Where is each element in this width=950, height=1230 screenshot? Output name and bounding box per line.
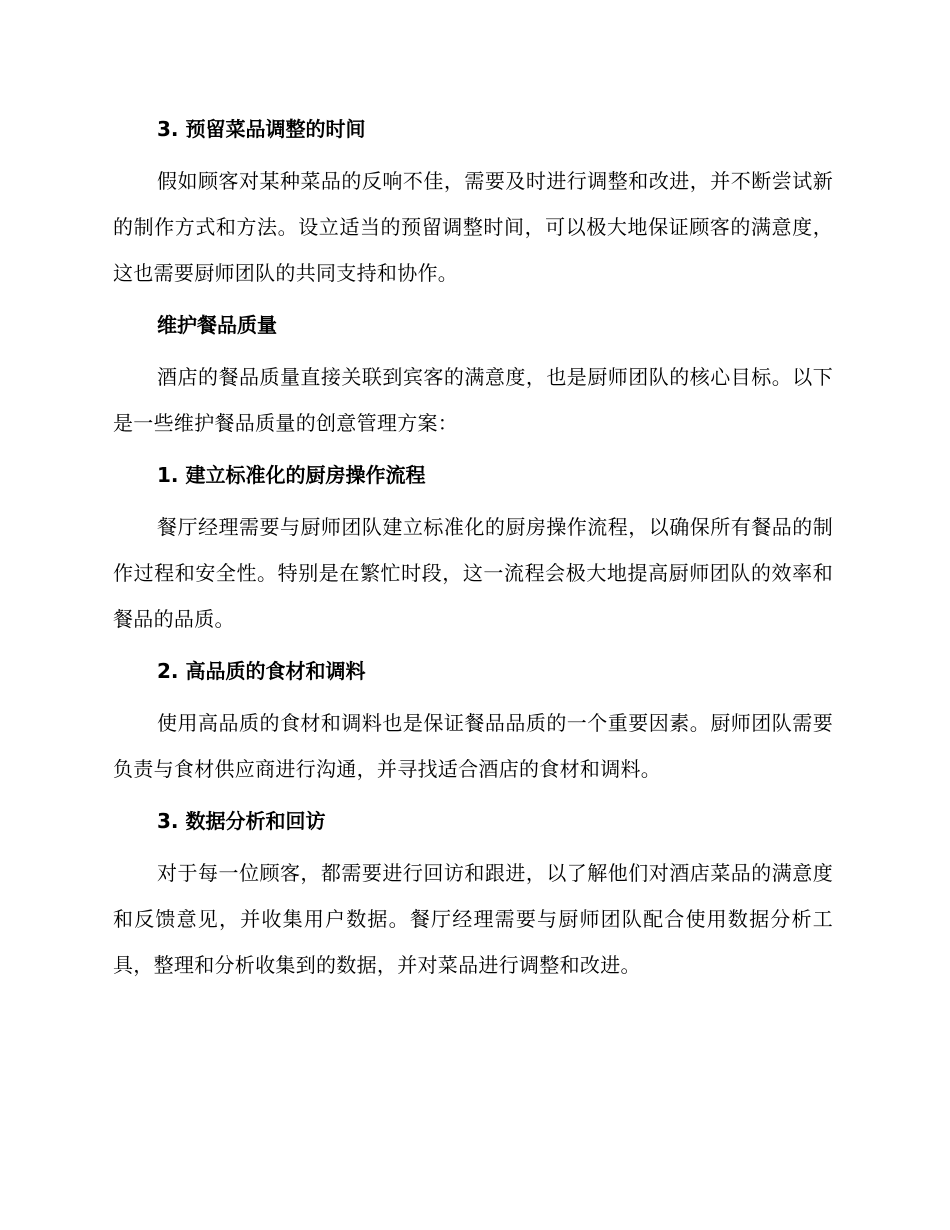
section-heading: 3. 数据分析和回访	[157, 809, 326, 833]
body-paragraph: 餐厅经理需要与厨师团队建立标准化的厨房操作流程，以确保所有餐品的制作过程和安全性。特别是在繁忙时段，这一流程会极大地提高厨师团队的效率和餐品的品质。	[113, 515, 833, 631]
section-heading: 2. 高品质的食材和调料	[157, 659, 366, 683]
section-heading: 维护餐品质量	[157, 313, 277, 337]
body-paragraph: 对于每一位顾客，都需要进行回访和跟进，以了解他们对酒店菜品的满意度和反馈意见，并收集用户数据。餐厅经理需要与厨师团队配合使用数据分析工具，整理和分析收集到的数据，并对菜品进行调整和改进。	[113, 861, 833, 977]
body-paragraph: 酒店的餐品质量直接关联到宾客的满意度，也是厨师团队的核心目标。以下是一些维护餐品质量的创意管理方案：	[113, 365, 833, 435]
document-body	[113, 112, 833, 1000]
section-heading: 1. 建立标准化的厨房操作流程	[157, 463, 426, 487]
body-paragraph: 假如顾客对某种菜品的反响不佳，需要及时进行调整和改进，并不断尝试新的制作方式和方法。设立适当的预留调整时间，可以极大地保证顾客的满意度，这也需要厨师团队的共同支持和协作。	[113, 169, 833, 285]
body-paragraph: 使用高品质的食材和调料也是保证餐品品质的一个重要因素。厨师团队需要负责与食材供应商进行沟通，并寻找适合酒店的食材和调料。	[113, 711, 833, 781]
section-heading: 3. 预留菜品调整的时间	[157, 117, 366, 141]
